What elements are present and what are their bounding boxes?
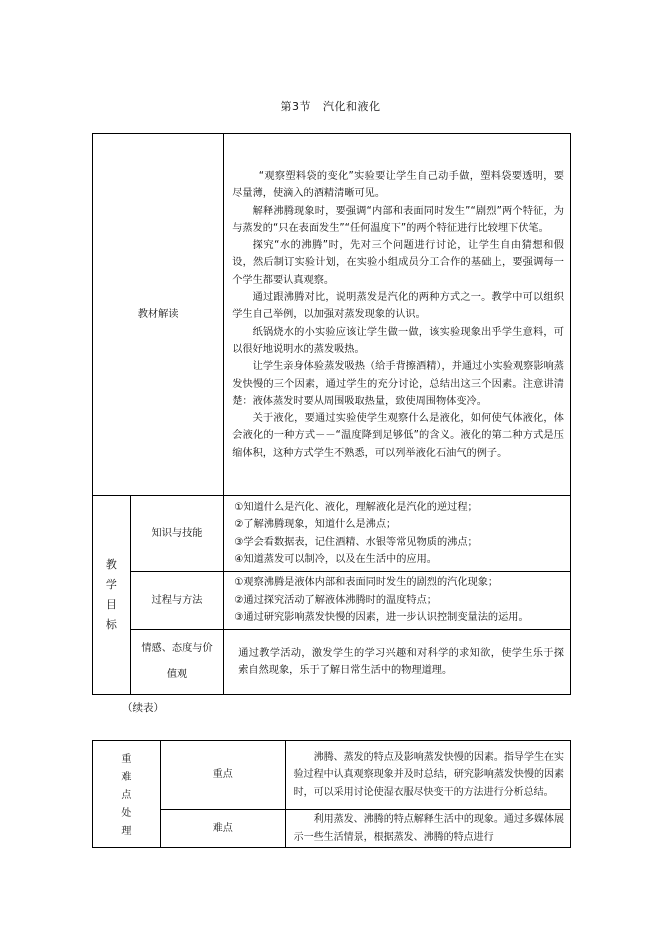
emotion-label-line: 值观 bbox=[166, 668, 188, 680]
process-item: ②通过探究活动了解液体沸腾时的温度特点； bbox=[234, 594, 437, 606]
goal-knowledge-row bbox=[93, 496, 571, 572]
knowledge-item: ②了解沸腾现象，知道什么是沸点； bbox=[234, 519, 397, 530]
knowledge-item: ③学会看数据表，记住酒精、水银等常见物质的沸点； bbox=[234, 536, 478, 548]
goals-label-char: 教 bbox=[105, 557, 117, 571]
process-item: ①观察沸腾是液体内部和表面同时发生的剧烈的汽化现象； bbox=[234, 577, 499, 588]
continued-label: （续表） bbox=[122, 702, 164, 714]
difficulty-table bbox=[92, 740, 571, 848]
hard-point-label: 难点 bbox=[160, 810, 285, 848]
emotion-label-line: 情感、态度与价 bbox=[141, 642, 213, 654]
emotion-label bbox=[130, 629, 223, 694]
knowledge-item: ④知道蒸发可以制冷，以及在生活中的应用。 bbox=[234, 554, 437, 565]
section-number: 第3节 bbox=[280, 100, 311, 113]
emotion-text bbox=[224, 629, 571, 694]
key-point-paragraph: 沸腾、蒸发的特点及影响蒸发快慢的因素。指导学生在实验过程中认真观察现象并及时总结，研究影响蒸发快慢的因素时，可以采用讨论使湿衣服尽快变干的方法进行分析总结。 bbox=[293, 752, 564, 798]
material-content bbox=[224, 134, 571, 496]
goals-label-char: 目 bbox=[105, 597, 117, 611]
key-point-row bbox=[93, 741, 571, 810]
material-paragraph: 探究“水的沸腾”时，先对三个问题进行讨论，让学生自由猜想和假设，然后制订实验计划，在实验小组成员分工合作的基础上，要强调每一个学生都要认真观察。 bbox=[232, 240, 564, 286]
goals-label-char: 标 bbox=[105, 617, 117, 631]
material-label: 教材解读 bbox=[93, 134, 224, 496]
goals-label-char: 学 bbox=[105, 577, 117, 591]
material-paragraph: 关于液化，要通过实验使学生观察什么是液化，如何使气体液化，体会液化的一种方式－－“温度降到足够低”的含义。液化的第二种方式是压缩体积，这种方式学生不熟悉，可以列举液化石油气的例子。 bbox=[232, 413, 564, 459]
difficulty-label-char: 点 bbox=[121, 790, 132, 801]
key-point-label: 重点 bbox=[160, 741, 285, 810]
material-paragraph: 解释沸腾现象时，要强调“内部和表面同时发生”“剧烈”两个特征，为与蒸发的“只在表面发生”“任何温度下”的两个特征进行比较埋下伏笔。 bbox=[232, 205, 564, 234]
knowledge-label: 知识与技能 bbox=[130, 496, 223, 572]
goal-process-row bbox=[93, 572, 571, 630]
material-paragraph: 通过跟沸腾对比，说明蒸发是汽化的两种方式之一。教学中可以组织学生自己举例，以加强对蒸发现象的认识。 bbox=[232, 292, 564, 321]
goals-label bbox=[93, 496, 131, 695]
emotion-paragraph: 通过教学活动，激发学生的学习兴趣和对科学的求知欲，使学生乐于探索自然现象，乐于了解日常生活中的物理道理。 bbox=[238, 647, 564, 676]
difficulty-label bbox=[93, 741, 161, 848]
difficulty-label-char: 重 bbox=[121, 754, 132, 765]
hard-point-text bbox=[285, 810, 570, 848]
process-list bbox=[224, 572, 571, 630]
material-paragraph: “观察塑料袋的变化”实验要让学生自己动手做，塑料袋要透明，要尽量薄，使滴入的酒精清晰可见。 bbox=[232, 170, 564, 200]
key-point-text bbox=[285, 741, 570, 810]
material-paragraph: 让学生亲身体验蒸发吸热（给手背擦酒精），并通过小实验观察影响蒸发快慢的三个因素，通过学生的充分讨论，总结出这三个因素。注意讲清楚：液体蒸发时要从周围吸取热量，致使周围物体变冷。 bbox=[232, 361, 564, 407]
process-label: 过程与方法 bbox=[130, 572, 223, 630]
knowledge-list bbox=[224, 496, 571, 572]
process-item: ③通过研究影响蒸发快慢的因素，进一步认识控制变量法的运用。 bbox=[234, 612, 529, 623]
knowledge-item: ①知道什么是汽化、液化，理解液化是汽化的逆过程； bbox=[234, 501, 478, 513]
difficulty-label-char: 难 bbox=[121, 772, 132, 783]
section-title bbox=[0, 98, 661, 114]
hard-point-paragraph: 利用蒸发、沸腾的特点解释生活中的现象。通过多媒体展示一些生活情景，根据蒸发、沸腾的特点进行 bbox=[293, 814, 564, 843]
difficulty-label-char: 处 bbox=[121, 808, 132, 819]
goal-emotion-row bbox=[93, 629, 571, 694]
hard-point-row bbox=[93, 810, 571, 848]
section-name: 汽化和液化 bbox=[323, 100, 381, 113]
material-paragraph: 纸锅烧水的小实验应该让学生做一做，该实验现象出乎学生意料，可以很好地说明水的蒸发吸热。 bbox=[232, 326, 564, 355]
lesson-table bbox=[92, 133, 571, 695]
difficulty-label-char: 理 bbox=[121, 826, 132, 837]
material-row bbox=[93, 134, 571, 496]
